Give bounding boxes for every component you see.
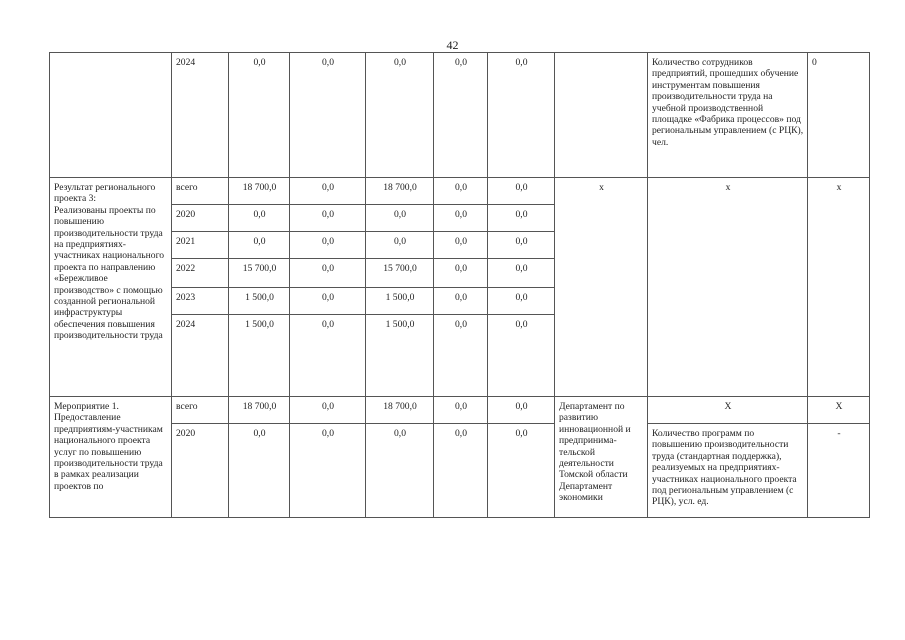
year-cell: 2023 [172,288,229,315]
value-cell: 0,0 [229,53,290,178]
value-cell: 0,0 [290,397,366,424]
indicator-value-cell: - [808,424,870,518]
value-cell: 0,0 [488,259,555,288]
executor-cell: Департамент по развитию инновационной и предпринима-тельской деятельности Томской области Департамент экономики [555,397,648,518]
table-row [50,397,870,424]
value-cell: 0,0 [488,397,555,424]
value-cell: 15 700,0 [366,259,434,288]
value-cell: 0,0 [488,232,555,259]
year-cell: всего [172,178,229,205]
value-cell: 18 700,0 [366,397,434,424]
indicator-cell: Количество программ по повышению производительности труда (стандартная поддержка), реализуемых на предприятиях-участниках национального проекта под региональным управлением (с РЦК), усл. ед. [648,424,808,518]
table-row [50,53,870,178]
value-cell: 18 700,0 [229,397,290,424]
value-cell: 1 500,0 [229,288,290,315]
indicator-value-cell: х [808,178,870,397]
value-cell: 1 500,0 [366,288,434,315]
year-cell: 2020 [172,424,229,518]
value-cell: 0,0 [434,315,488,397]
measure-title-cell: Мероприятие 1. Предоставление предприятиям-участникам национального проекта услуг по повышению производительности труда в рамках реализации проектов по [50,397,172,518]
value-cell: 0,0 [488,288,555,315]
value-cell: 0,0 [366,232,434,259]
value-cell: 0,0 [434,53,488,178]
empty-cell [50,53,172,178]
value-cell: 0,0 [366,205,434,232]
executor-cell: х [555,178,648,397]
value-cell: 1 500,0 [366,315,434,397]
value-cell: 0,0 [488,205,555,232]
value-cell: 0,0 [290,315,366,397]
indicator-cell: х [648,178,808,397]
indicator-value-cell: 0 [808,53,870,178]
value-cell: 0,0 [488,178,555,205]
value-cell: 15 700,0 [229,259,290,288]
year-cell: 2021 [172,232,229,259]
table-row [50,178,870,205]
value-cell: 0,0 [434,178,488,205]
value-cell: 0,0 [488,424,555,518]
value-cell: 0,0 [229,424,290,518]
year-cell: 2024 [172,315,229,397]
value-cell: 0,0 [434,288,488,315]
value-cell: 0,0 [366,53,434,178]
page-number: 42 [446,38,459,52]
value-cell: 0,0 [434,397,488,424]
value-cell: 0,0 [290,288,366,315]
value-cell: 18 700,0 [229,178,290,205]
year-cell: 2022 [172,259,229,288]
indicator-cell: Количество сотрудников предприятий, прошедших обучение инструментам повышения производительности труда на учебной производственной площадке «Фабрика процессов» под региональным управлением (с РЦК), чел. [648,53,808,178]
indicator-cell: Х [648,397,808,424]
value-cell: 18 700,0 [366,178,434,205]
value-cell: 0,0 [290,53,366,178]
value-cell: 1 500,0 [229,315,290,397]
program-table [49,52,870,518]
indicator-value-cell: Х [808,397,870,424]
value-cell: 0,0 [290,232,366,259]
value-cell: 0,0 [290,424,366,518]
value-cell: 0,0 [434,205,488,232]
table-row [50,424,870,518]
executor-cell [555,53,648,178]
value-cell: 0,0 [290,205,366,232]
value-cell: 0,0 [229,205,290,232]
result-title-cell: Результат регионального проекта 3: Реализованы проекты по повышению производительности труда на предприятиях-участниках национального проекта по направлению «Бережливое производство» с помощью созданной региональной инфраструктуры обеспечения повышения производительности труда [50,178,172,397]
value-cell: 0,0 [488,53,555,178]
value-cell: 0,0 [434,232,488,259]
value-cell: 0,0 [488,315,555,397]
value-cell: 0,0 [229,232,290,259]
year-cell: 2020 [172,205,229,232]
value-cell: 0,0 [434,424,488,518]
value-cell: 0,0 [290,178,366,205]
year-cell: 2024 [172,53,229,178]
value-cell: 0,0 [434,259,488,288]
value-cell: 0,0 [366,424,434,518]
value-cell: 0,0 [290,259,366,288]
year-cell: всего [172,397,229,424]
